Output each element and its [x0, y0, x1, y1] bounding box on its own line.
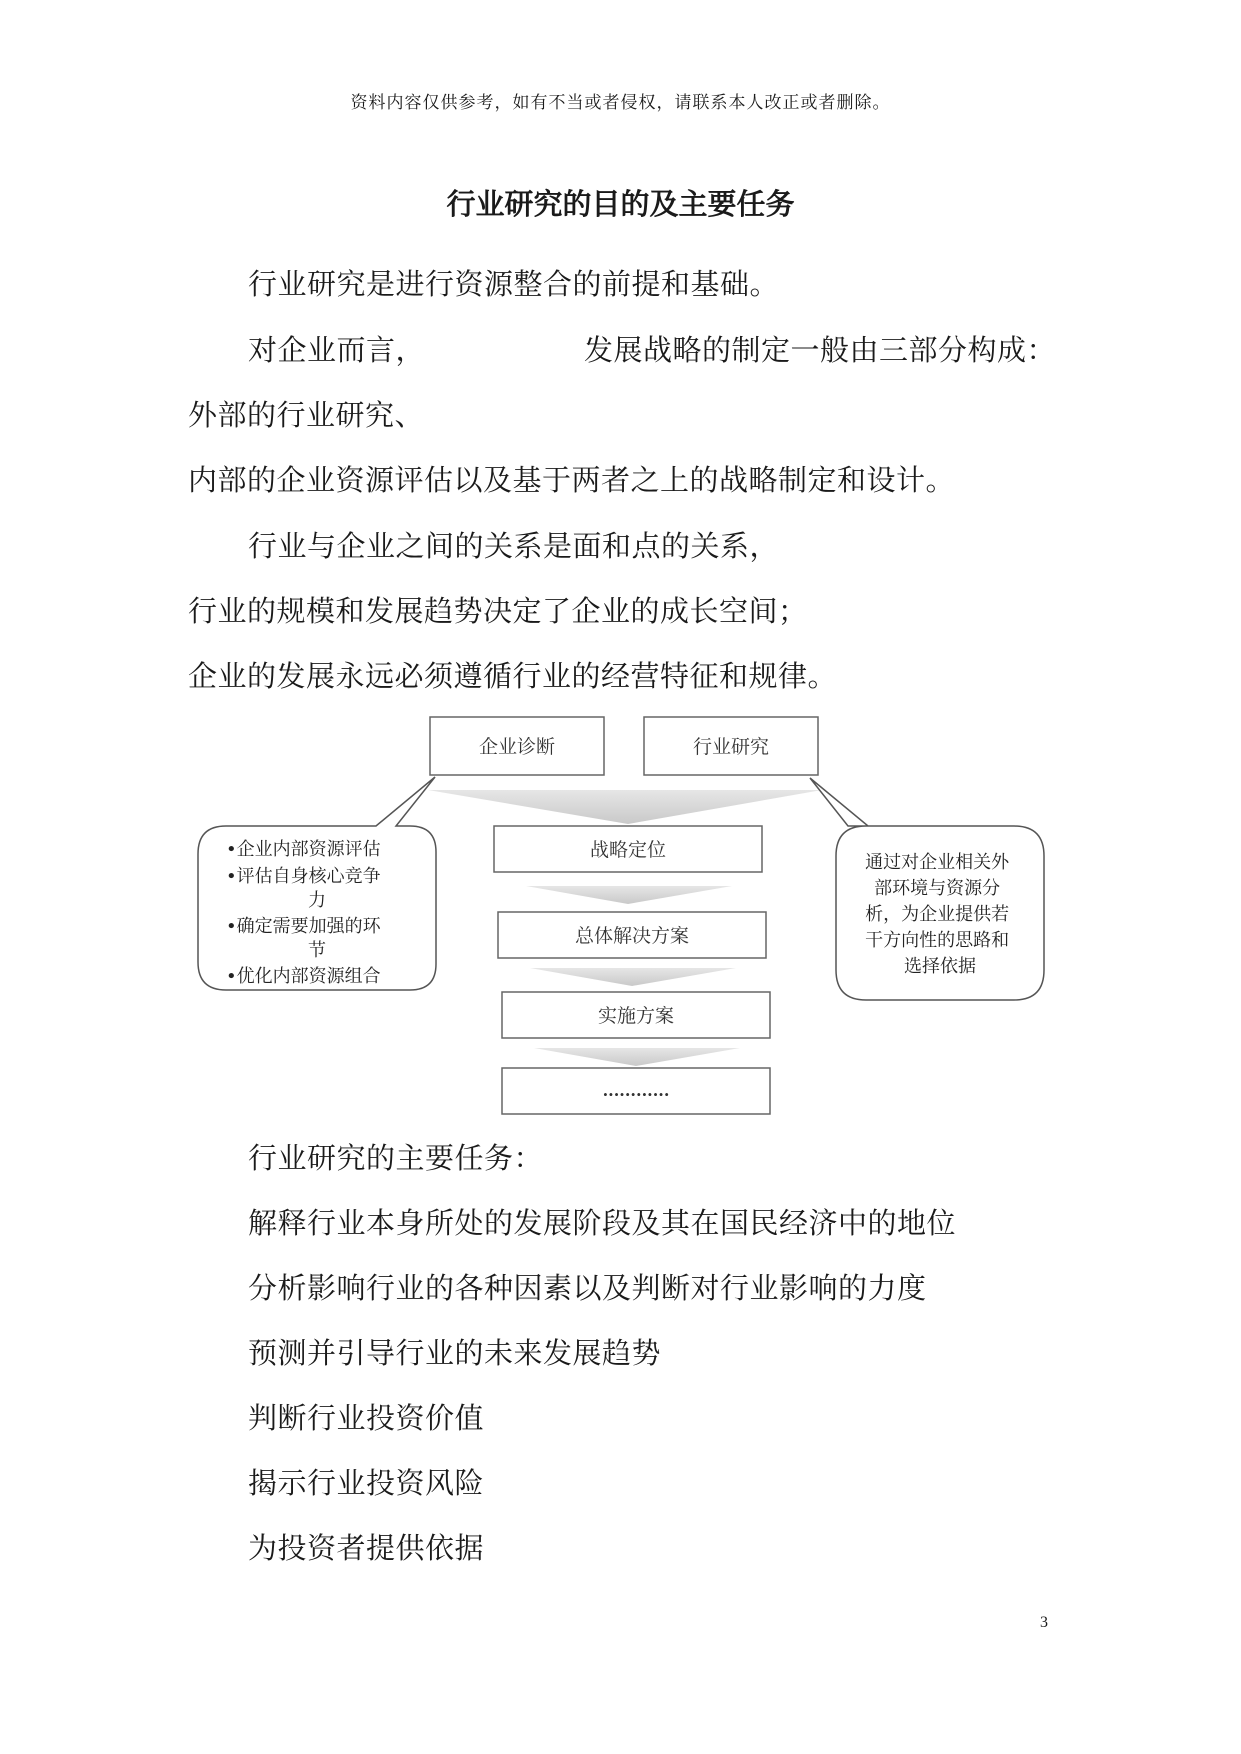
paragraph-4: 内部的企业资源评估以及基于两者之上的战略制定和设计。	[188, 463, 956, 497]
left-callout-line: •企业内部资源评估	[226, 839, 381, 860]
left-callout-line: •评估自身核心竞争	[226, 866, 381, 887]
task-item: 预测并引导行业的未来发展趋势	[248, 1336, 662, 1370]
right-callout-line: 选择依据	[904, 956, 976, 977]
flow-step-label: 实施方案	[597, 1005, 675, 1027]
flow-step-label: 总体解决方案	[574, 925, 690, 947]
flow-arrow	[530, 968, 736, 986]
paragraph-6: 行业的规模和发展趋势决定了企业的成长空间；	[188, 594, 808, 628]
task-item: 判断行业投资价值	[248, 1401, 485, 1435]
flow-arrow	[526, 886, 732, 904]
paragraph-3: 外部的行业研究、	[188, 398, 425, 432]
flow-arrow	[534, 1048, 740, 1066]
tasks-heading: 行业研究的主要任务：	[248, 1141, 544, 1175]
page-number: 3	[1040, 1614, 1048, 1631]
paragraph-1: 行业研究是进行资源整合的前提和基础。	[248, 267, 780, 301]
task-item: 为投资者提供依据	[248, 1531, 485, 1565]
paragraph-7: 企业的发展永远必须遵循行业的经营特征和规律。	[188, 659, 838, 693]
flow-step-label: ............	[602, 1081, 670, 1100]
industry-research-label: 行业研究	[692, 736, 770, 758]
left-callout-line: 节	[308, 940, 326, 961]
strategy-diagram	[195, 715, 1065, 1135]
enterprise-diagnosis-label: 企业诊断	[478, 736, 556, 758]
left-callout-line: •优化内部资源组合	[226, 966, 381, 987]
paragraph-5: 行业与企业之间的关系是面和点的关系，	[248, 529, 780, 563]
right-callout-line: 干方向性的思路和	[865, 930, 1010, 951]
right-callout-line: 部环境与资源分	[874, 878, 1001, 899]
disclaimer-header: 资料内容仅供参考，如有不当或者侵权，请联系本人改正或者删除。	[350, 93, 891, 113]
task-item: 分析影响行业的各种因素以及判断对行业影响的力度	[248, 1271, 927, 1305]
task-item: 揭示行业投资风险	[248, 1466, 485, 1500]
left-callout-line: 力	[308, 890, 326, 911]
right-callout-line: 通过对企业相关外	[865, 852, 1010, 873]
right-callout-line: 析，为企业提供若	[865, 904, 1010, 925]
paragraph-2-end: 发展战略的制定一般由三部分构成：	[584, 333, 1057, 367]
page-title: 行业研究的目的及主要任务	[446, 187, 795, 221]
flow-step-label: 战略定位	[589, 839, 667, 861]
task-item: 解释行业本身所处的发展阶段及其在国民经济中的地位	[248, 1206, 957, 1240]
paragraph-2-start: 对企业而言，	[248, 333, 426, 367]
left-callout-line: •确定需要加强的环	[226, 916, 381, 937]
funnel-arrow	[428, 790, 822, 824]
